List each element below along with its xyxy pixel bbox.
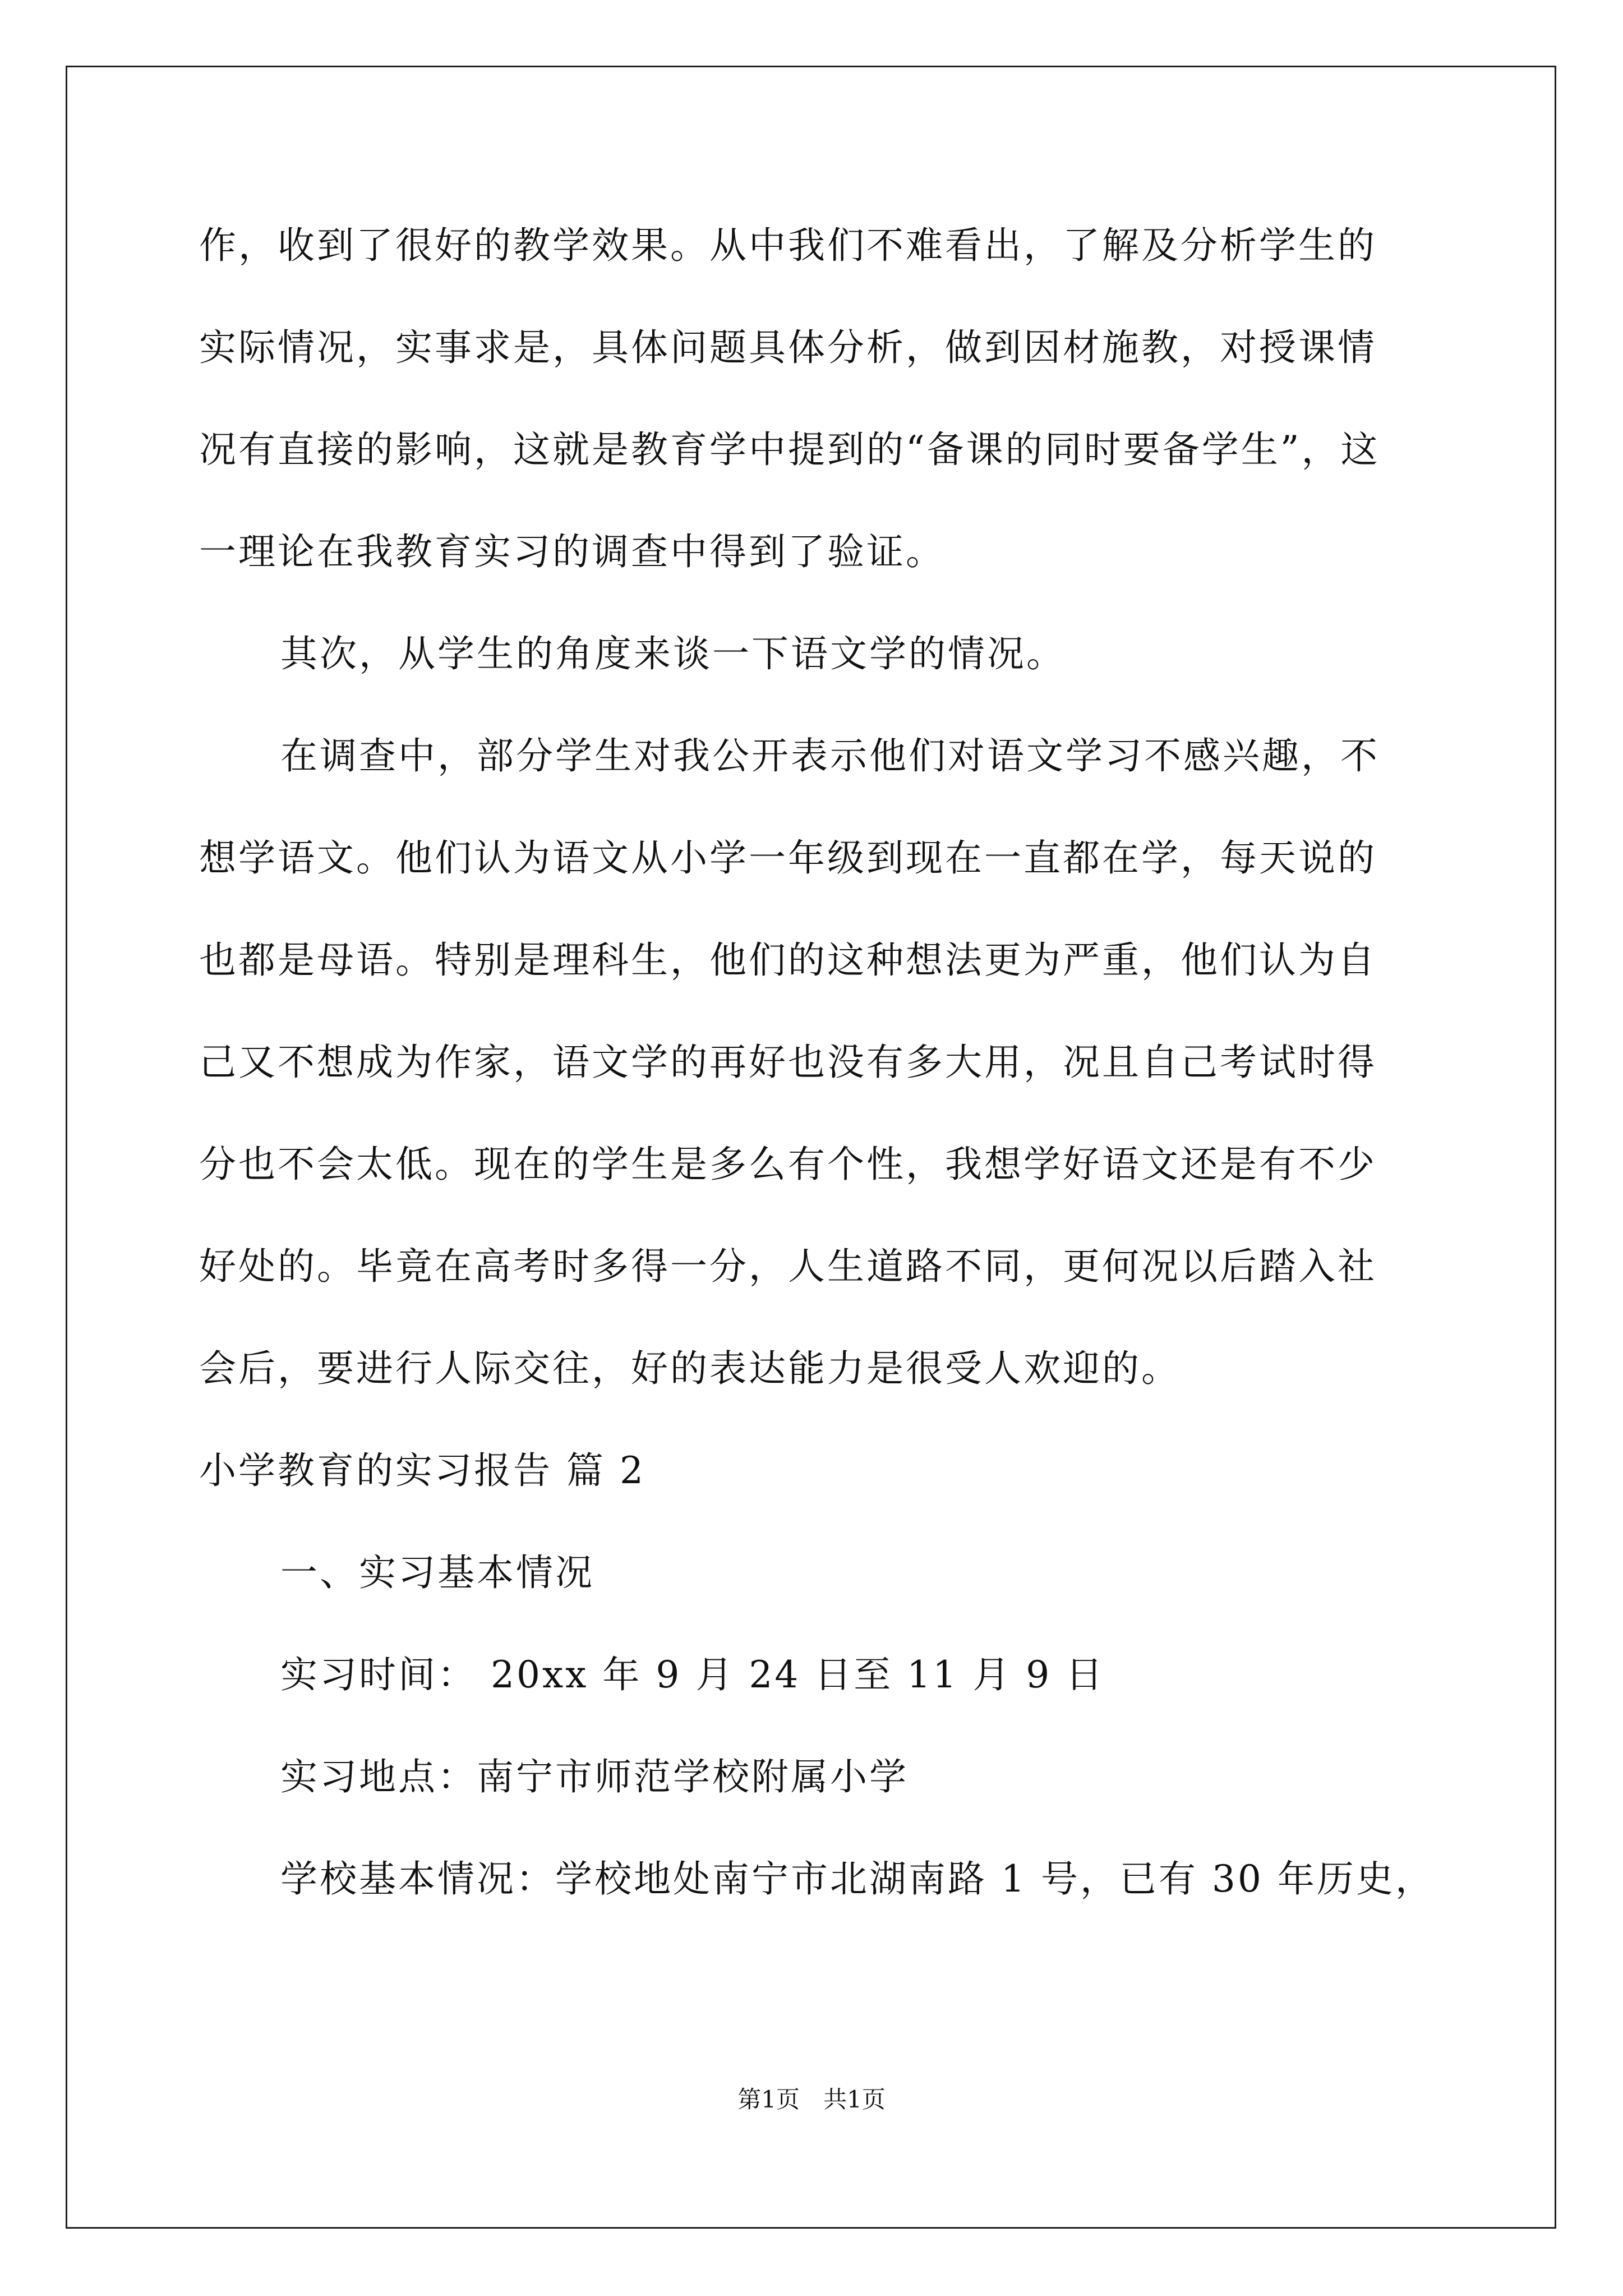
paragraph-line: 会后，要进行人际交往，好的表达能力是很受人欢迎的。 xyxy=(199,1347,1181,1390)
page-footer: 第1页 共1页 xyxy=(737,2086,886,2113)
paragraph-line: 分也不会太低。现在的学生是多么有个性，我想学好语文还是有不少 xyxy=(199,1143,1377,1186)
paragraph-line: 实际情况，实事求是，具体问题具体分析，做到因材施教，对授课情 xyxy=(199,326,1377,369)
paragraph-line: 一理论在我教育实习的调查中得到了验证。 xyxy=(199,530,945,573)
paragraph-line: 学校基本情况：学校地处南宁市北湖南路 1 号，已有 30 年历史， xyxy=(280,1857,1435,1901)
paragraph-line: 己又不想成为作家，语文学的再好也没有多大用，况且自己考试时得 xyxy=(199,1041,1377,1084)
paragraph-line: 也都是母语。特别是理科生，他们的这种想法更为严重，他们认为自 xyxy=(199,938,1377,982)
subsection-heading: 一、实习基本情况 xyxy=(280,1551,594,1594)
section-heading: 小学教育的实习报告 篇 2 xyxy=(199,1449,645,1492)
paragraph-line: 在调查中，部分学生对我公开表示他们对语文学习不感兴趣，不 xyxy=(280,734,1380,777)
paragraph-line: 况有直接的影响，这就是教育学中提到的“备课的同时要备学生”，这 xyxy=(199,428,1380,471)
paragraph-line: 其次，从学生的角度来谈一下语文学的情况。 xyxy=(280,632,1066,675)
paragraph-line: 作，收到了很好的教学效果。从中我们不难看出，了解及分析学生的 xyxy=(199,224,1377,267)
paragraph-line: 实习地点：南宁市师范学校附属小学 xyxy=(280,1755,909,1798)
paragraph-line: 实习时间： 20xx 年 9 月 24 日至 11 月 9 日 xyxy=(280,1653,1105,1696)
paragraph-line: 好处的。毕竟在高考时多得一分，人生道路不同，更何况以后踏入社 xyxy=(199,1245,1377,1288)
paragraph-line: 想学语文。他们认为语文从小学一年级到现在一直都在学，每天说的 xyxy=(199,836,1377,880)
